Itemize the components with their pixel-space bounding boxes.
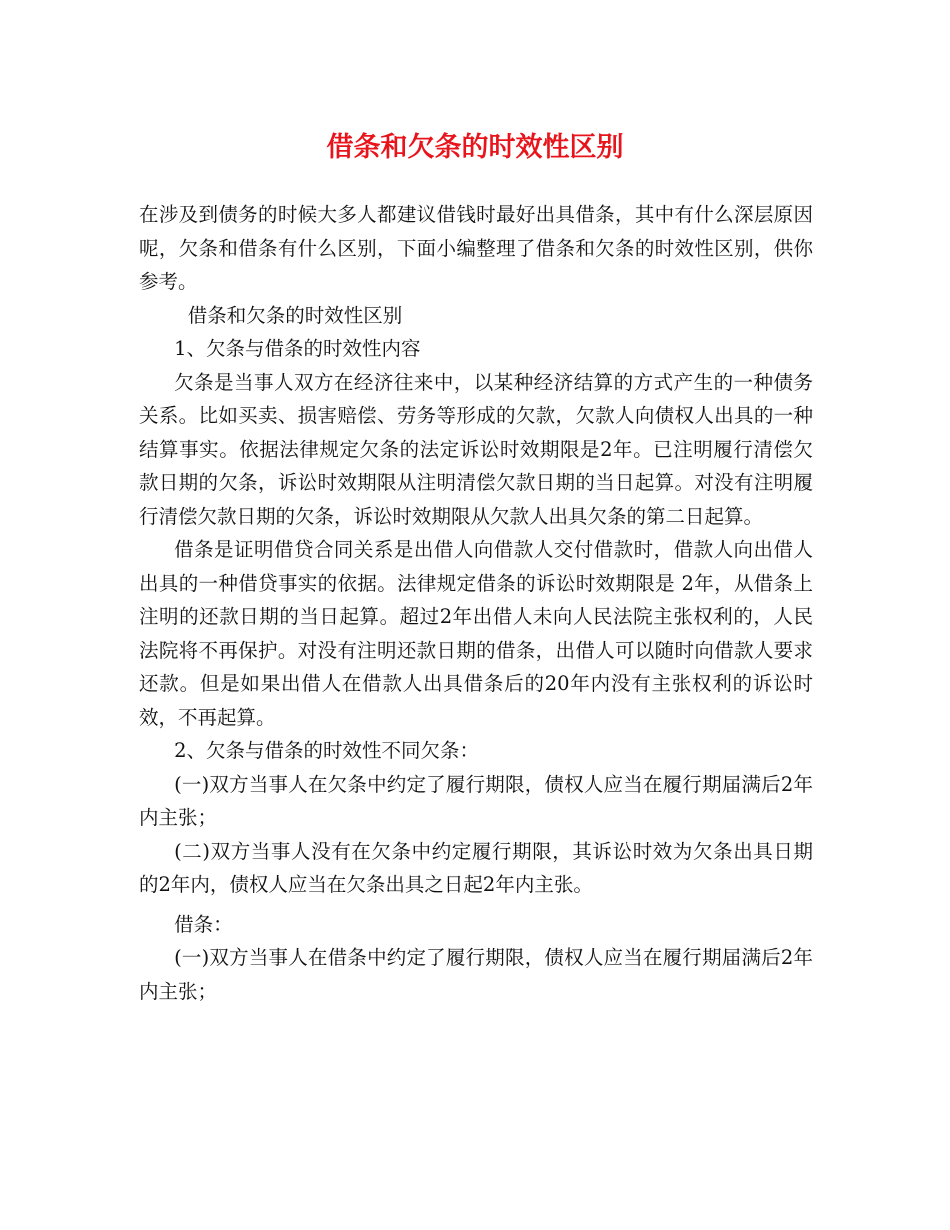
intro-paragraph: 在涉及到债务的时候大多人都建议借钱时最好出具借条，其中有什么深层原因呢，欠条和借条有什么区别，下面小编整理了借条和欠条的时效性区别，供你参考。 — [139, 203, 813, 293]
document-body — [139, 198, 813, 1008]
loan-note-clause-1: (一)双方当事人在借条中约定了履行期限，债权人应当在履行期届满后2年内主张； — [139, 946, 813, 1003]
loan-note-label: 借条： — [174, 912, 233, 936]
section-heading-1: 1、欠条与借条的时效性内容 — [174, 337, 421, 360]
paragraph-iou-definition: 欠条是当事人双方在经济往来中，以某种经济结算的方式产生的一种债务关系。比如买卖、损害赔偿、劳务等形成的欠款，欠款人向债权人出具的一种结算事实。依据法律规定欠条的法定诉讼时效期限是2年。已注明履行清偿欠款日期的欠条，诉讼时效期限从注明清偿欠款日期的当日起算。对没有注明履行清偿欠款日期的欠条，诉讼时效期限从欠款人出具欠条的第二日起算。 — [139, 370, 813, 528]
document-title: 借条和欠条的时效性区别 — [326, 132, 624, 163]
paragraph-loan-note-definition: 借条是证明借贷合同关系是出借人向借款人交付借款时，借款人向出借人出具的一种借贷事实的依据。法律规定借条的诉讼时效期限是 2年，从借条上注明的还款日期的当日起算。超过2年出借人未向人民法院主张权利的，人民法院将不再保护。对没有注明还款日期的借条，出借人可以随时向借款人要求还款。但是如果出借人在借款人出具借条后的20年内没有主张权利的诉讼时效，不再起算。 — [139, 538, 813, 729]
section-subtitle: 借条和欠条的时效性区别 — [187, 303, 403, 327]
section-heading-2: 2、欠条与借条的时效性不同欠条： — [174, 739, 480, 762]
iou-clause-1: (一)双方当事人在欠条中约定了履行期限，债权人应当在履行期届满后2年内主张； — [139, 772, 813, 829]
iou-clause-2: (二)双方当事人没有在欠条中约定履行期限，其诉讼时效为欠条出具日期的2年内，债权人应当在欠条出具之日起2年内主张。 — [139, 839, 813, 896]
